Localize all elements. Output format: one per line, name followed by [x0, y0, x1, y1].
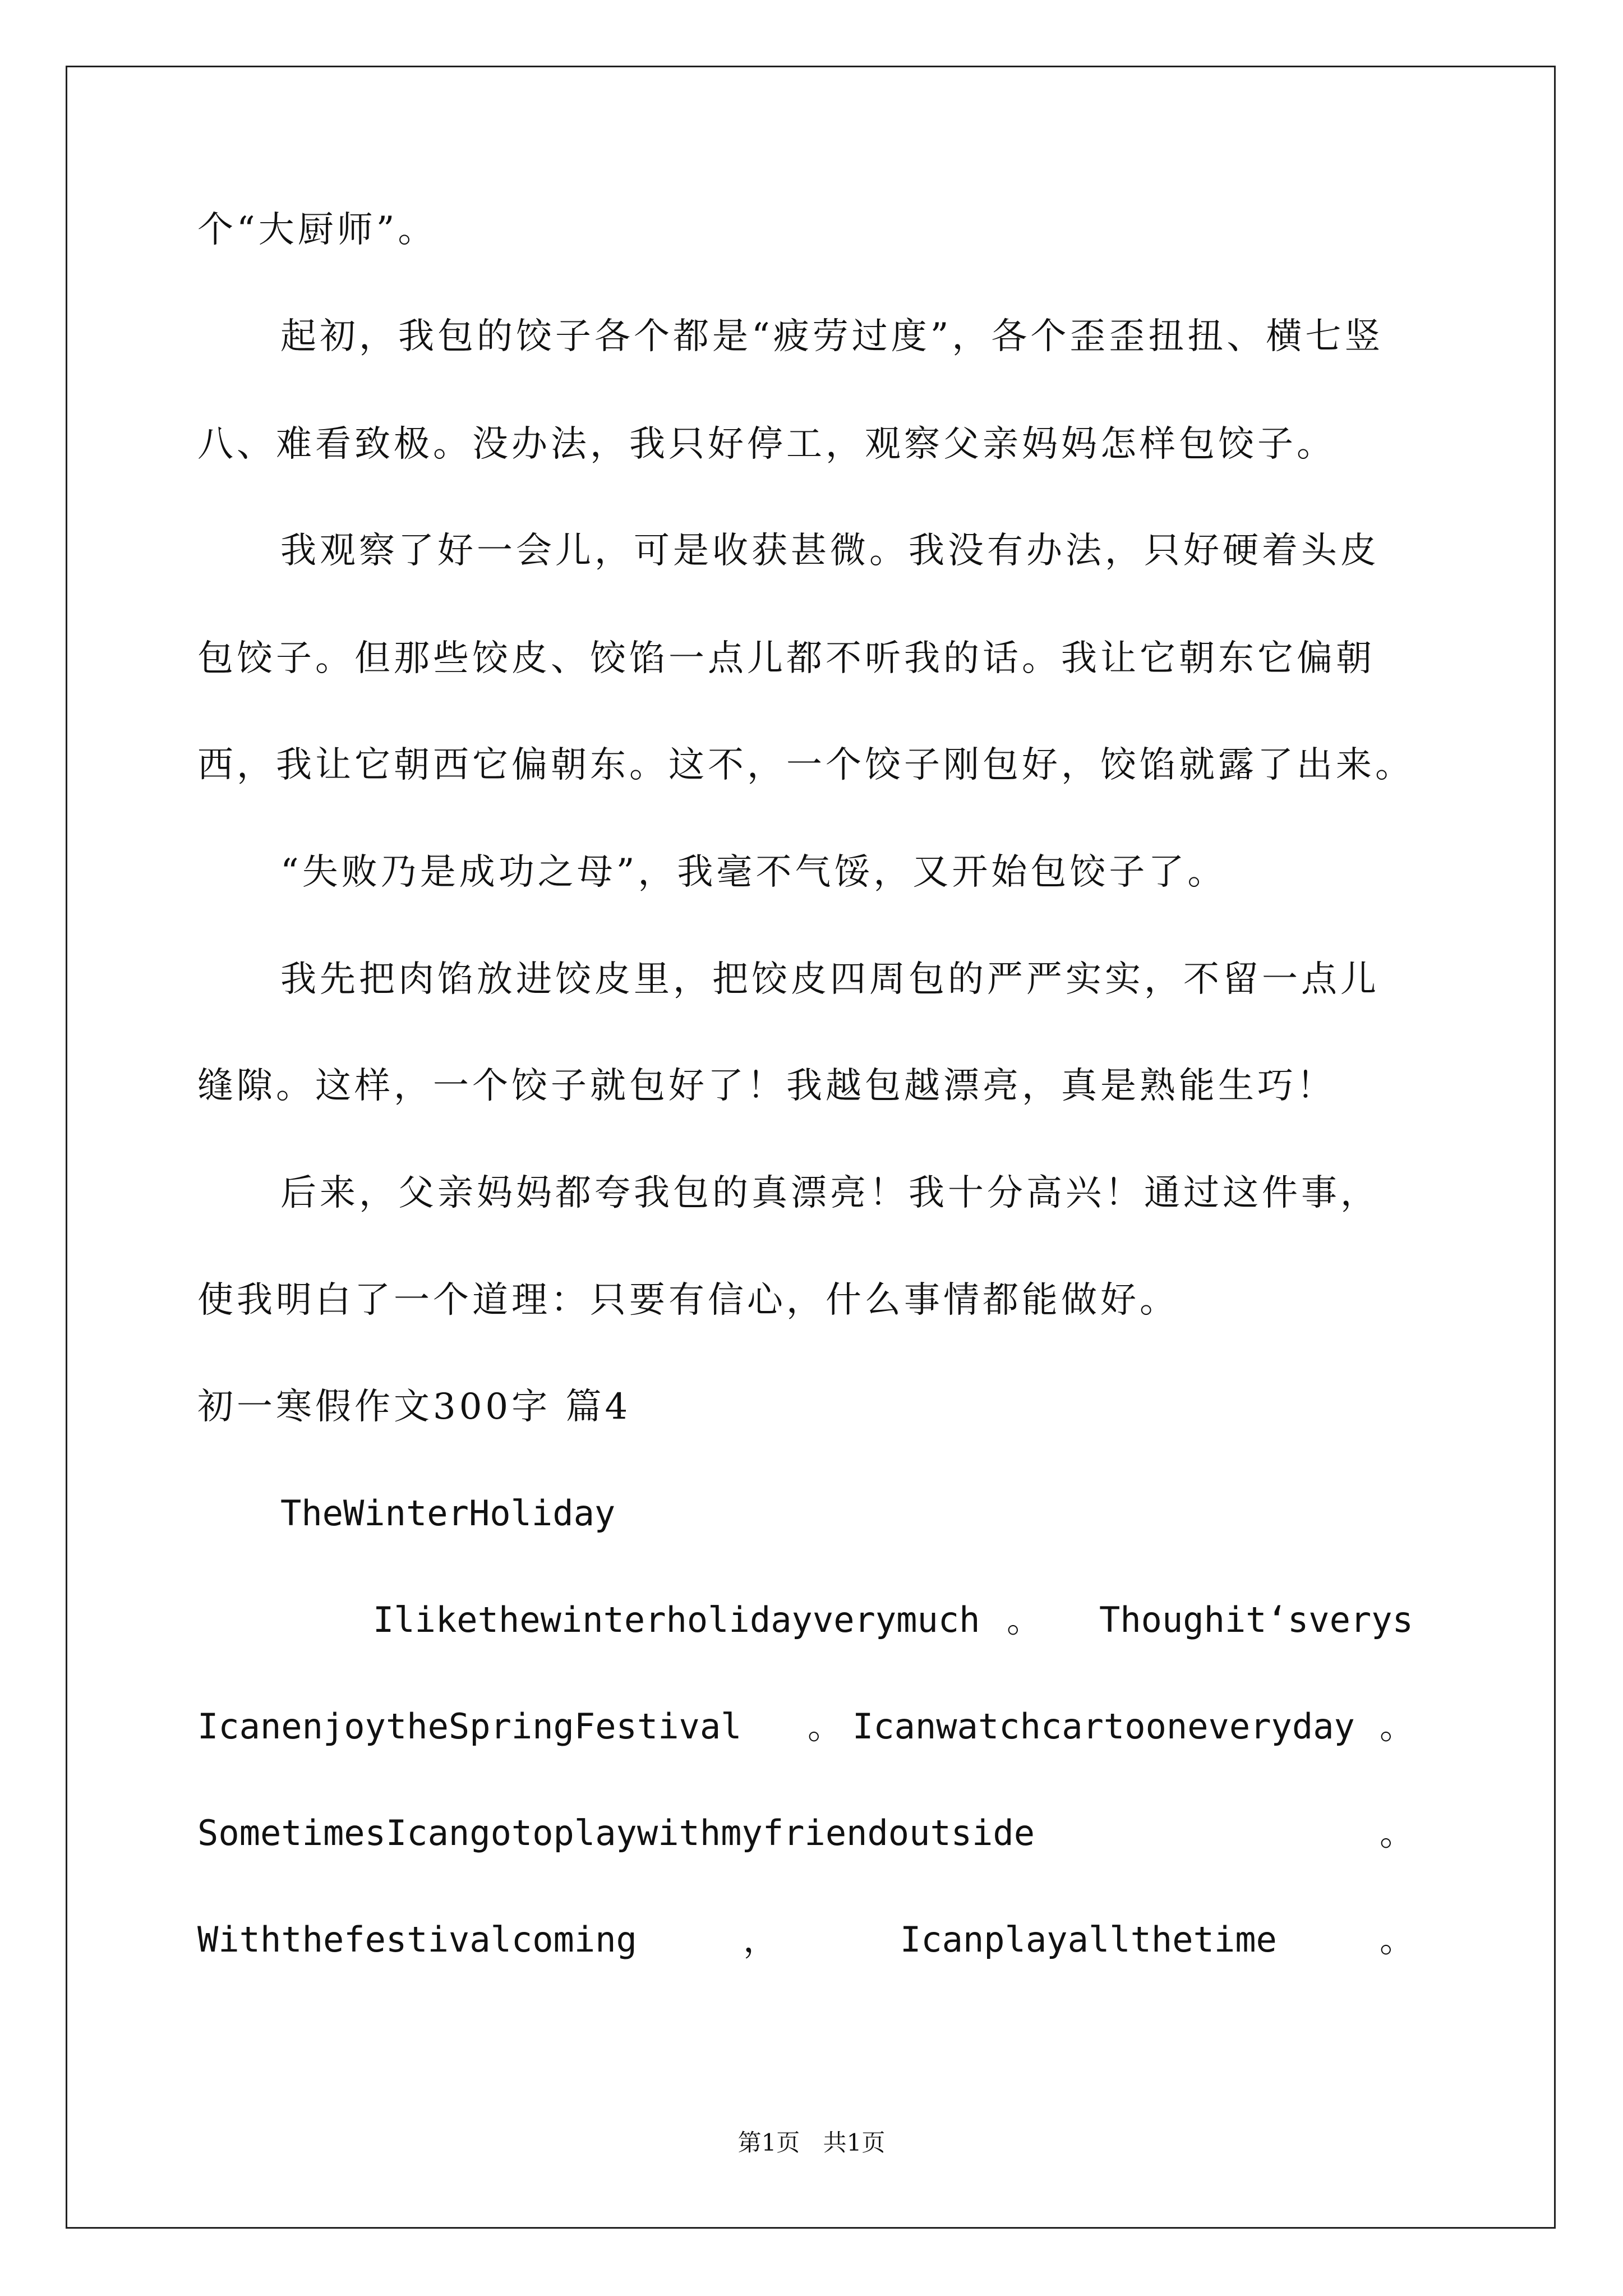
english-punctuation: 。 — [1380, 1919, 1415, 1960]
paragraph-line: 后来，父亲妈妈都夸我包的真漂亮！我十分高兴！通过这件事， — [280, 1172, 1380, 1214]
paragraph-line: 包饺子。但那些饺皮、饺馅一点儿都不听我的话。我让它朝东它偏朝 — [197, 638, 1375, 679]
paragraph-line: 我先把肉馅放进饺皮里，把饺皮四周包的严严实实，不留一点儿 — [280, 959, 1380, 1000]
english-segment: Ilikethewinterholidayverymuch — [373, 1599, 980, 1640]
english-segment: Thoughit‘sverys — [1099, 1599, 1413, 1640]
english-punctuation: ， — [743, 1919, 778, 1960]
english-segment: Withthefestivalcoming — [197, 1919, 637, 1960]
paragraph-line: “失败乃是成功之母”，我毫不气馁，又开始包饺子了。 — [280, 852, 1227, 893]
paragraph-line: 缝隙。这样，一个饺子就包好了！我越包越漂亮，真是熟能生巧！ — [197, 1065, 1336, 1107]
english-title: TheWinterHoliday — [280, 1493, 616, 1534]
paragraph-line: 使我明白了一个道理：只要有信心，什么事情都能做好。 — [197, 1280, 1179, 1321]
paragraph-line: 个“大厨师”。 — [197, 209, 437, 251]
paragraph-line: 我观察了好一会儿，可是收获甚微。我没有办法，只好硬着头皮 — [280, 530, 1380, 572]
paragraph-line: 八、难看致极。没办法，我只好停工，观察父亲妈妈怎样包饺子。 — [197, 424, 1336, 465]
page-number: 第1页 — [737, 2129, 800, 2156]
page-total: 共1页 — [823, 2129, 886, 2156]
english-punctuation: 。 — [1007, 1599, 1042, 1640]
paragraph-line: 西，我让它朝西它偏朝东。这不，一个饺子刚包好，饺馅就露了出来。 — [197, 744, 1414, 786]
english-segment: Icanwatchcartooneveryday — [852, 1706, 1355, 1747]
paragraph-line: 起初，我包的饺子各个都是“疲劳过度”，各个歪歪扭扭、横七竖 — [280, 316, 1384, 357]
english-punctuation: 。 — [1380, 1812, 1415, 1853]
page-border — [66, 66, 1556, 2229]
english-segment: SometimesIcangotoplaywithmyfriendoutside — [197, 1812, 1035, 1853]
english-punctuation: 。 — [1380, 1706, 1415, 1747]
page-footer — [0, 2129, 1623, 2157]
english-segment: IcanenjoytheSpringFestival — [197, 1706, 742, 1747]
english-punctuation: 。 — [808, 1706, 843, 1747]
section-heading: 初一寒假作文300字 篇4 — [197, 1386, 631, 1428]
english-segment: Icanplayallthetime — [900, 1919, 1277, 1960]
